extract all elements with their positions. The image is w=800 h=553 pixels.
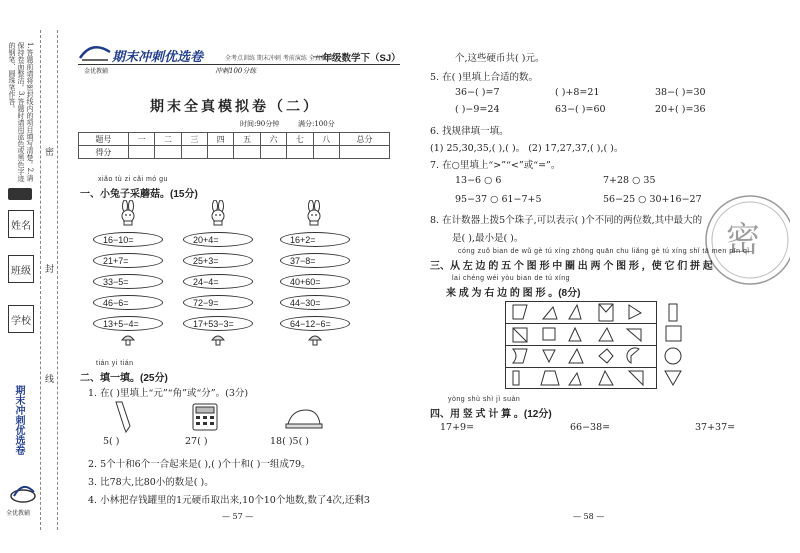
class-field[interactable] bbox=[8, 255, 34, 283]
rabbit-icon bbox=[303, 200, 325, 226]
grade-label: 一年级数学下（SJ） bbox=[313, 53, 401, 64]
q5-item[interactable]: 63−( )=60 bbox=[555, 104, 606, 115]
strip-logo-sub: 全优教辅 bbox=[6, 510, 31, 517]
mushroom-icon bbox=[211, 334, 225, 346]
mushroom-problem[interactable]: 13+5−4= bbox=[93, 316, 163, 331]
mushroom-problem[interactable]: 17+53−3= bbox=[183, 316, 253, 331]
seal-mark-1: 密 bbox=[45, 148, 55, 158]
sec1-pinyin: xiǎo tù zi cǎi mó gu bbox=[98, 176, 168, 183]
seal-mark-3: 线 bbox=[45, 375, 55, 385]
score-header-cell: 八 bbox=[313, 133, 339, 146]
sec3-pinyin-2: lai chéng wéi yòu bian de tú xíng bbox=[452, 275, 571, 282]
sec2-title: 二、填一填。(25分) bbox=[80, 373, 168, 384]
q7-compare[interactable]: 7+28 ○ 35 bbox=[603, 175, 656, 186]
class-label: 班级 bbox=[11, 265, 31, 277]
sec2-pinyin: tián yi tián bbox=[96, 360, 134, 367]
vertical-calc-item[interactable]: 17+9= bbox=[440, 422, 475, 433]
sec3-title-2: 来 成 为 右 边 的 图 形 。(8分) bbox=[446, 288, 581, 299]
q7-compare[interactable]: 13−6 ○ 6 bbox=[455, 175, 502, 186]
sec2-q6: 6. 找规律填一填。 bbox=[430, 126, 509, 137]
binding-strip bbox=[0, 0, 68, 553]
score-cell[interactable] bbox=[287, 146, 313, 159]
mushroom-problem[interactable]: 20+4= bbox=[183, 232, 253, 247]
score-table bbox=[78, 132, 390, 159]
mushroom-icon bbox=[308, 334, 322, 346]
q5-item[interactable]: 36−( )=7 bbox=[455, 87, 500, 98]
q1-answer-cap[interactable]: 18( )5( ) bbox=[270, 436, 309, 447]
score-header-cell: 七 bbox=[287, 133, 313, 146]
score-header-cell: 题号 bbox=[79, 133, 129, 146]
score-cell[interactable] bbox=[234, 146, 260, 159]
score-header-row bbox=[79, 133, 390, 146]
name-field[interactable] bbox=[8, 210, 34, 238]
sec2-q8: 8. 在计数器上拨5个珠子,可以表示( )个不同的两位数,其中最大的 bbox=[430, 215, 703, 226]
q1-answer-yuan[interactable]: 5( ) bbox=[103, 436, 120, 447]
q7-compare[interactable]: 95−37 ○ 61−7+5 bbox=[455, 194, 542, 205]
score-cell[interactable] bbox=[313, 146, 339, 159]
mushroom-problem[interactable]: 37−8= bbox=[280, 253, 350, 268]
calculator-icon bbox=[191, 402, 221, 432]
q7-compare[interactable]: 56−25 ○ 30+16−27 bbox=[603, 194, 702, 205]
strip-logo-text: 期末冲刺优选卷 bbox=[13, 385, 24, 455]
score-cell[interactable] bbox=[155, 146, 181, 159]
score-header-cell: 二 bbox=[155, 133, 181, 146]
pencil-icon bbox=[112, 400, 136, 434]
mushroom-problem[interactable]: 25+3= bbox=[183, 253, 253, 268]
q5-item[interactable]: ( )+8=21 bbox=[555, 87, 600, 98]
score-header-cell: 五 bbox=[234, 133, 260, 146]
mushroom-problem[interactable]: 16−10= bbox=[93, 232, 163, 247]
mushroom-problem[interactable]: 64−12−6= bbox=[280, 316, 350, 331]
header-logo-sub: 金优教辅 bbox=[84, 68, 109, 75]
sec3-title-1: 三、从 左 边 的 五 个 图 形 中 圈 出 两 个 图 形 ，使 它 们 拼 起 bbox=[430, 261, 713, 272]
sec2-q3: 3. 比78大,比80小的数是( )。 bbox=[88, 477, 214, 488]
q6-sequences[interactable]: (1) 25,30,35,( ),( )。 (2) 17,27,37,( ),( )。 bbox=[430, 143, 624, 154]
mushroom-problem[interactable]: 24−4= bbox=[183, 274, 253, 289]
sec2-q4: 4. 小林把存钱罐里的1元硬币取出来,10个10个地数,数了4次,还剩3 bbox=[88, 495, 370, 506]
header-slogan: 全考点训练 期末冲刺 考前演练 全真模拟 bbox=[225, 55, 333, 62]
school-label: 学校 bbox=[11, 315, 31, 327]
mushroom-problem[interactable]: 33−5= bbox=[93, 274, 163, 289]
score-cell[interactable] bbox=[181, 146, 207, 159]
score-header-cell: 六 bbox=[260, 133, 286, 146]
score-header-cell: 总分 bbox=[340, 133, 390, 146]
q4-continued: 个,这些硬币共( )元。 bbox=[455, 53, 545, 64]
sec2-q5: 5. 在( )里填上合适的数。 bbox=[430, 72, 539, 83]
score-header-cell: 三 bbox=[181, 133, 207, 146]
q1-answer-calc[interactable]: 27( ) bbox=[185, 436, 208, 447]
score-row-label: 得分 bbox=[79, 146, 129, 159]
header-logo-text: 期末冲刺优选卷 bbox=[112, 49, 204, 64]
header-subtitle: 冲刺100分练 bbox=[215, 67, 257, 75]
header-logo-icon bbox=[78, 42, 112, 66]
mushroom-icon bbox=[121, 334, 135, 346]
seal-stamp-text: 密 bbox=[726, 220, 760, 260]
candidate-shapes[interactable] bbox=[505, 301, 657, 389]
rabbit-icon bbox=[117, 200, 139, 226]
rabbit-icon bbox=[207, 200, 229, 226]
mushroom-problem[interactable]: 40+60= bbox=[280, 274, 350, 289]
mushroom-problem[interactable]: 72−9= bbox=[183, 295, 253, 310]
instructions-text: 1.答题前请将密封线内的项目填写清楚。2.请保持卷面整洁。3.答题时请用蓝色或黑色字迹的钢笔、圆珠笔作答。 bbox=[8, 42, 34, 182]
score-value-row bbox=[79, 146, 390, 159]
target-shapes bbox=[660, 301, 690, 391]
sec3-pinyin-1: cóng zuǒ bian de wǔ gè tú xíng zhōng quān chu liǎng gè tú xíng shǐ tā men pīn qǐ bbox=[458, 248, 750, 255]
score-cell[interactable] bbox=[340, 146, 390, 159]
q5-item[interactable]: 38−( )=30 bbox=[655, 87, 706, 98]
sec1-title: 一、小兔子采蘑菇。(15分) bbox=[80, 189, 198, 200]
exam-time: 时间:90分钟 bbox=[240, 120, 280, 128]
sec2-q7: 7. 在○里填上“>”“<”或“=”。 bbox=[430, 160, 561, 171]
q5-item[interactable]: 20+( )=36 bbox=[655, 104, 706, 115]
mushroom-problem[interactable]: 46−6= bbox=[93, 295, 163, 310]
cap-icon bbox=[284, 408, 324, 432]
sec2-q2: 2. 5个十和6个一合起来是( ),( )个十和( )一组成79。 bbox=[88, 459, 311, 470]
sec2-q1: 1. 在( )里填上“元”“角”或“分”。(3分) bbox=[88, 388, 249, 399]
score-cell[interactable] bbox=[208, 146, 234, 159]
mushroom-problem[interactable]: 44−30= bbox=[280, 295, 350, 310]
vertical-calc-item[interactable]: 66−38= bbox=[570, 422, 611, 433]
sec4-title: 四、用 竖 式 计 算 。(12分) bbox=[430, 409, 552, 420]
page-title: 期末全真模拟卷（二） bbox=[150, 99, 320, 115]
badge bbox=[8, 188, 32, 200]
score-cell[interactable] bbox=[128, 146, 154, 159]
mushroom-problem[interactable]: 21+7= bbox=[93, 253, 163, 268]
q8-continued: 是( ),最小是( )。 bbox=[452, 233, 524, 244]
logo-icon bbox=[8, 478, 38, 508]
page-number-left: — 57 — bbox=[222, 512, 254, 521]
score-header-cell: 一 bbox=[128, 133, 154, 146]
seal-mark-2: 封 bbox=[45, 265, 55, 275]
sec4-pinyin: yòng shù shì jì suàn bbox=[448, 396, 521, 403]
name-label: 姓名 bbox=[11, 220, 31, 232]
score-header-cell: 四 bbox=[208, 133, 234, 146]
mushroom-problem[interactable]: 16+2= bbox=[280, 232, 350, 247]
vertical-calc-item[interactable]: 37+37= bbox=[695, 422, 736, 433]
score-cell[interactable] bbox=[260, 146, 286, 159]
q5-item[interactable]: ( )−9=24 bbox=[455, 104, 500, 115]
school-field[interactable] bbox=[8, 305, 34, 333]
page-number-right: — 58 — bbox=[573, 512, 605, 521]
exam-full-score: 满分:100分 bbox=[298, 120, 335, 128]
